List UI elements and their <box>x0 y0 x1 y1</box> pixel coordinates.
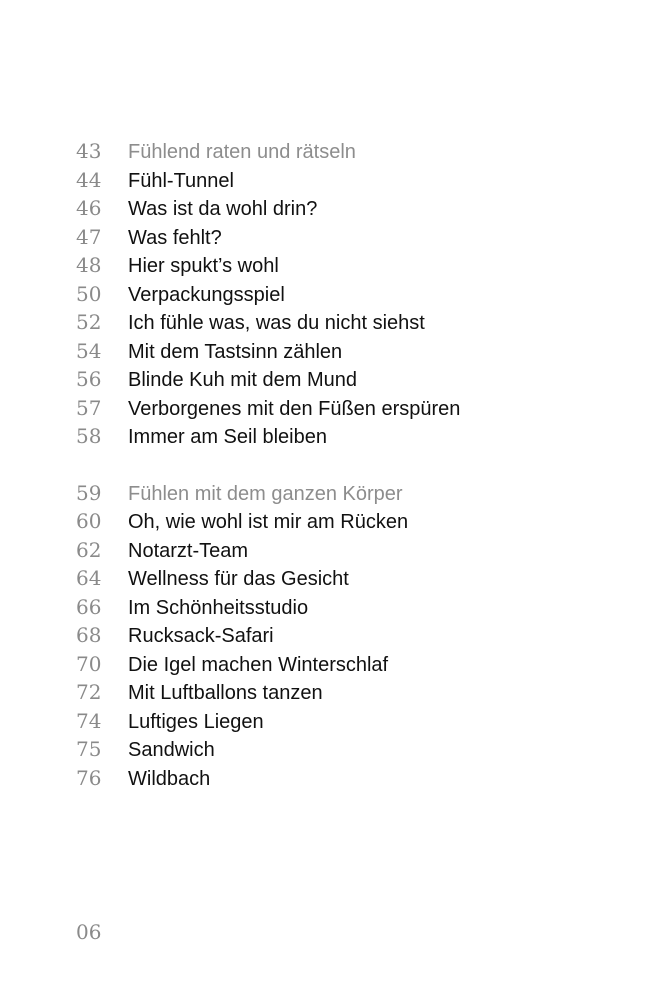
toc-section-heading[interactable] <box>0 139 664 168</box>
toc-entry[interactable] <box>0 509 664 538</box>
toc-entry[interactable] <box>0 424 664 453</box>
entry-title: Die Igel machen Winterschlaf <box>128 653 389 676</box>
entry-title: Im Schönheitsstudio <box>128 596 309 619</box>
page-number: 50 <box>76 281 102 306</box>
toc-section-heading[interactable] <box>0 481 664 510</box>
entry-title: Rucksack-Safari <box>128 625 274 647</box>
toc-entry[interactable] <box>0 168 664 197</box>
table-of-contents <box>0 139 664 794</box>
toc-entry[interactable] <box>0 709 664 738</box>
entry-title: Wildbach <box>128 767 211 790</box>
page-number: 60 <box>76 509 102 533</box>
page-number: 66 <box>76 594 102 619</box>
entry-title: Mit Luftballons tanzen <box>128 682 323 704</box>
page-number: 57 <box>76 395 102 420</box>
entry-title: Luftiges Liegen <box>128 710 264 733</box>
entry-title: Wellness für das Gesicht <box>128 568 349 590</box>
entry-title: Oh, wie wohl ist mir am Rücken <box>128 511 409 533</box>
page-number: 56 <box>76 367 102 391</box>
entry-title: Verpackungsspiel <box>128 283 285 306</box>
toc-entry[interactable] <box>0 766 664 795</box>
page-number: 59 <box>76 480 102 505</box>
toc-entry[interactable] <box>0 396 664 425</box>
toc-entry[interactable] <box>0 225 664 254</box>
toc-entry[interactable] <box>0 339 664 368</box>
entry-title: Blinde Kuh mit dem Mund <box>128 369 358 391</box>
toc-entry[interactable] <box>0 367 664 396</box>
page-number: 72 <box>76 680 102 704</box>
entry-title: Verborgenes mit den Füßen erspüren <box>128 397 461 420</box>
page-number: 68 <box>76 623 102 647</box>
entry-title: Was ist da wohl drin? <box>128 198 318 220</box>
section-title: Fühlend raten und rätseln <box>128 141 356 163</box>
toc-entry[interactable] <box>0 680 664 709</box>
toc-entry[interactable] <box>0 310 664 339</box>
entry-title: Sandwich <box>128 739 215 761</box>
entry-title: Mit dem Tastsinn zählen <box>128 340 343 363</box>
toc-section <box>0 481 664 795</box>
page-folio: 06 <box>76 920 102 944</box>
toc-entry[interactable] <box>0 595 664 624</box>
page-number: 43 <box>76 139 102 163</box>
entry-title: Fühl-Tunnel <box>128 169 234 192</box>
entry-title: Was fehlt? <box>128 226 222 249</box>
page-number: 75 <box>76 737 102 761</box>
entry-title: Notarzt-Team <box>128 539 249 562</box>
page-number: 62 <box>76 537 102 562</box>
page-number: 47 <box>76 224 102 249</box>
entry-title: Hier spukt’s wohl <box>128 255 279 277</box>
page-number: 64 <box>76 566 102 590</box>
toc-entry[interactable] <box>0 566 664 595</box>
page-number: 52 <box>76 310 102 334</box>
toc-entry[interactable] <box>0 538 664 567</box>
toc-entry[interactable] <box>0 737 664 766</box>
page-number: 54 <box>76 338 102 363</box>
page-number: 74 <box>76 708 102 733</box>
section-title: Fühlen mit dem ganzen Körper <box>128 482 403 505</box>
page-number: 58 <box>76 424 102 448</box>
toc-entry[interactable] <box>0 253 664 282</box>
toc-entry[interactable] <box>0 196 664 225</box>
entry-title: Ich fühle was, was du nicht siehst <box>128 312 425 334</box>
page-number: 70 <box>76 651 102 676</box>
toc-entry[interactable] <box>0 652 664 681</box>
page-number: 76 <box>76 765 102 790</box>
entry-title: Immer am Seil bleiben <box>128 426 327 448</box>
toc-entry[interactable] <box>0 282 664 311</box>
page-number: 48 <box>76 253 102 277</box>
toc-entry[interactable] <box>0 623 664 652</box>
toc-section <box>0 139 664 453</box>
page-number: 46 <box>76 196 102 220</box>
page-number: 44 <box>76 167 102 192</box>
